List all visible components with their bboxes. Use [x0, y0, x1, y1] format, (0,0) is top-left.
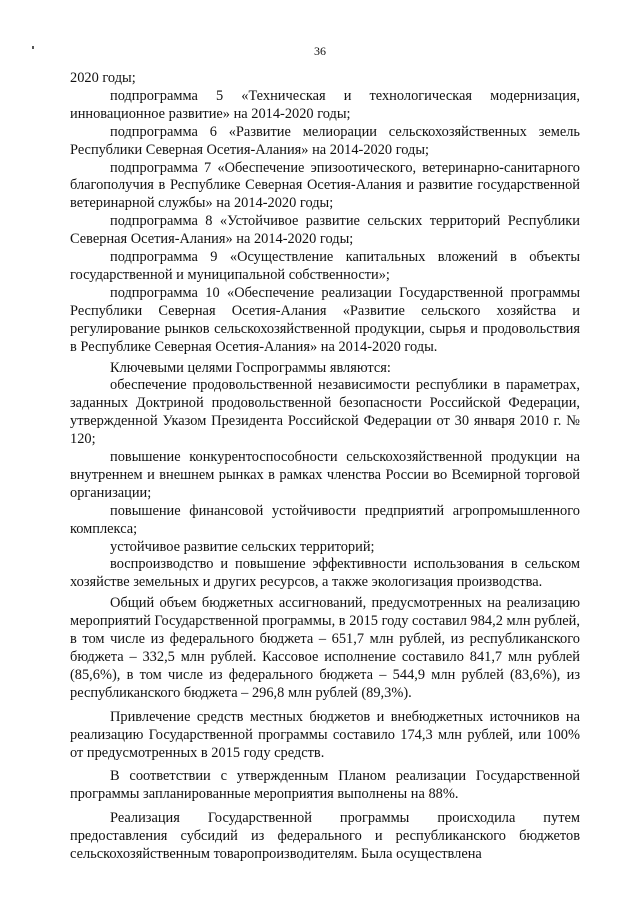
paragraph: подпрограмма 7 «Обеспечение эпизоотического, ветеринарно-санитарного благополучия в Республике Северная Осетия-Алания и развитие государственной ветеринарной службы» на 2014-2020 годы; [70, 159, 580, 212]
paragraph: подпрограмма 5 «Техническая и технологическая модернизация, инновационное развитие» на 2014-2020 годы; [70, 87, 580, 122]
paragraph: повышение финансовой устойчивости предприятий агропромышленного комплекса; [70, 502, 580, 537]
paragraph: Привлечение средств местных бюджетов и внебюджетных источников на реализацию Государственной программы составило 174,3 млн рублей, или 100% от предусмотренных в 2015 году средств. [70, 708, 580, 761]
paragraph: подпрограмма 9 «Осуществление капитальных вложений в объекты государственной и муниципальной собственности»; [70, 249, 580, 283]
paragraph: Общий объем бюджетных ассигнований, предусмотренных на реализацию мероприятий Государственной программы, в 2015 году составил 984,2 млн рублей, в том числе из федерального бюджета – 651,7 млн рублей, из республиканского бюджета – 332,5 млн рублей. Кассовое исполнение составило 841,7 млн рублей (85,6%), в том числе из федерального бюджета – 544,9 млн рублей (83,6%), из республиканского бюджета – 296,8 млн рублей (89,3%). [70, 595, 580, 701]
paragraph: подпрограмма 8 «Устойчивое развитие сельских территорий Республики Северная Осетия-Алания» на 2014-2020 годы; [70, 213, 580, 248]
paragraph: В соответствии с утвержденным Планом реализации Государственной программы запланированные мероприятия выполнены на 88%. [70, 768, 580, 803]
paragraph: обеспечение продовольственной независимости республики в параметрах, заданных Доктриной продовольственной безопасности Российской Федерации, утвержденной Указом Президента Российской Федерации от 30 января 2010 г. № 120; [70, 377, 580, 448]
document-body [70, 70, 580, 864]
paragraph: подпрограмма 6 «Развитие мелиорации сельскохозяйственных земель Республики Северная Осетия-Алания» на 2014-2020 годы; [70, 123, 580, 158]
paragraph: 2020 годы; [70, 70, 136, 86]
paragraph: Реализация Государственной программы происходила путем предоставления субсидий из федерального и республиканского бюджетов сельскохозяйственным товаропроизводителям. Была осуществлена [70, 810, 580, 863]
paragraph: подпрограмма 10 «Обеспечение реализации Государственной программы Республики Северная Осетия-Алания «Развитие сельского хозяйства и регулирование рынков сельскохозяйственной продукции, сырья и продовольствия в Республике Северная Осетия-Алания» на 2014-2020 годы. [70, 284, 580, 355]
paragraph: повышение конкурентоспособности сельскохозяйственной продукции на внутреннем и внешнем рынках в рамках членства России во Всемирной торговой организации; [70, 449, 580, 501]
page-number: 36 [314, 44, 326, 58]
paragraph: воспроизводство и повышение эффективности использования в сельском хозяйстве земельных и других ресурсов, а также экологизация производства. [70, 556, 580, 591]
paragraph: Ключевыми целями Госпрограммы являются: [110, 359, 391, 376]
paragraph: устойчивое развитие сельских территорий; [110, 538, 375, 555]
